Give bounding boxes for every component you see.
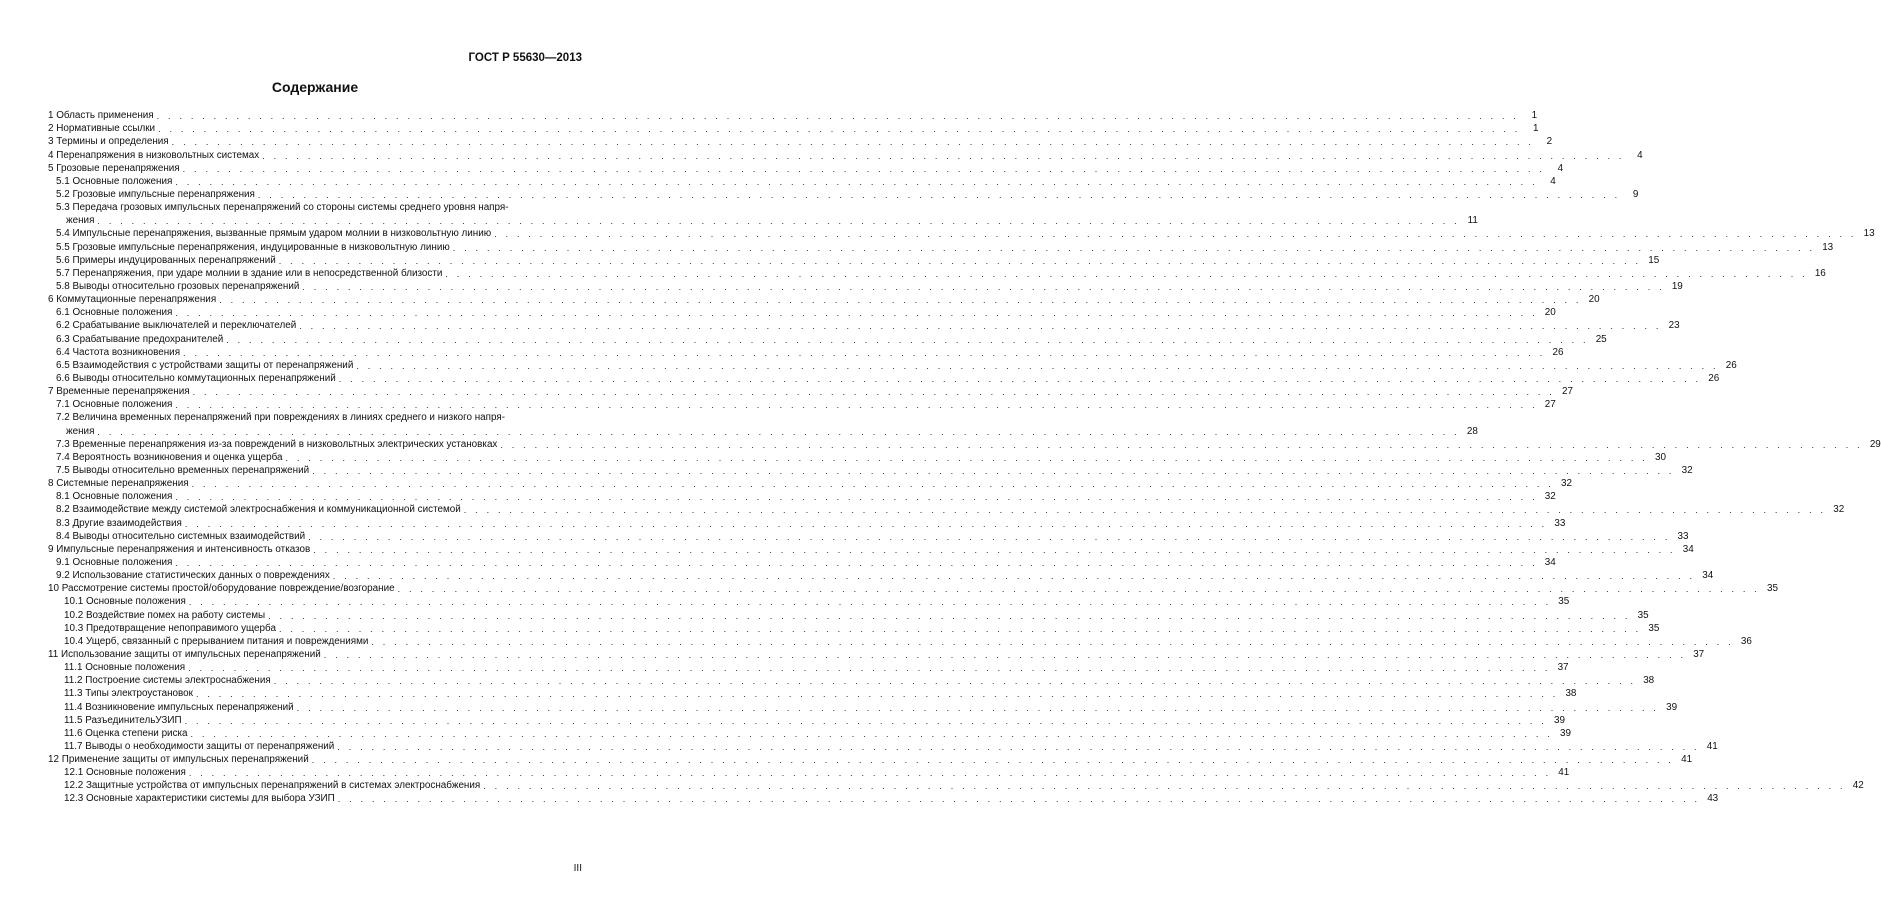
toc-dot-leader: . . . . . . . . . . . . . . . . . . . . . . . . . . . . . . . . . . . . . . . . . . . . . . . . . . . . . . . . . . . . . . . . . . . . . . . . . . . . . . . . . . . . . . . . . . . . . . . . . . . . . . . . . . . . . . . . . . . . . . . . [182, 163, 1546, 174]
toc-entry-title: 5.5 Грозовые импульсные перенапряжения, индуцированные в низковольтную линию [56, 241, 450, 253]
toc-entry-title: 5.1 Основные положения [56, 175, 173, 187]
toc-entry-page: 13 [1863, 228, 1875, 240]
toc-entry-title: 12 Применение защиты от импульсных перенапряжений [48, 754, 309, 766]
toc-entry [48, 556, 1556, 569]
toc-entry-page: 39 [1559, 727, 1571, 739]
toc-dot-leader: . . . . . . . . . . . . . . . . . . . . . . . . . . . . . . . . . . . . . . . . . . . . . . . . . . . . . . . . . . . . . . . . . . . . . . . . . . . . . . . . . . . . . . . . . . . . . . . . . . . . . . . . . . . . . . . . . . . . . . . . [262, 150, 1625, 161]
toc-entry-page: 27 [1562, 386, 1574, 398]
toc-entry [48, 490, 1556, 503]
toc-entry-page: 39 [1554, 714, 1565, 726]
toc-entry [48, 503, 1845, 516]
toc-entry [48, 608, 1649, 621]
toc-entry-page: 26 [1725, 359, 1737, 371]
toc-entry-page: 9 [1632, 188, 1639, 200]
toc-entry [48, 740, 1718, 753]
toc-entry [48, 779, 1864, 792]
toc-entry-page: 32 [1681, 464, 1693, 476]
toc-entry-title: 5.6 Примеры индуцированных перенапряжений [56, 254, 276, 266]
toc-entry-title: 9 Импульсные перенапряжения и интенсивность отказов [48, 543, 311, 555]
toc-dot-leader: . . . . . . . . . . . . . . . . . . . . . . . . . . . . . . . . . . . . . . . . . . . . . . . . . . . . . . . . . . . . . . . . . . . . . . . . . . . . . . . . . . . . . . . . . . . . . . . . . . . . . . . . . . . . . . . . . . . . . . . . [397, 584, 1761, 595]
toc-entry-title: 7.3 Временные перенапряжения из-за повреждений в низковольтных электрических установках [56, 438, 498, 450]
toc-entry-title: 10.2 Воздействие помех на работу системы [64, 609, 266, 621]
toc-dot-leader: . . . . . . . . . . . . . . . . . . . . . . . . . . . . . . . . . . . . . . . . . . . . . . . . . . . . . . . . . . . . . . . . . . . . . . . . . . . . . . . . . . . . . . . . . . . . . . . . . . . . . . . . . . . . . . . . . . . . . . . . [192, 387, 1556, 398]
toc-entry-page: 23 [1668, 320, 1680, 332]
toc-entry-page: 33 [1677, 530, 1689, 542]
toc-dot-leader: . . . . . . . . . . . . . . . . . . . . . . . . . . . . . . . . . . . . . . . . . . . . . . . . . . . . . . . . . . . . . . . . . . . . . . . . . . . . . . . . . . . . . . . . . . . . . . . . . . . . . . . . . . . . . . . . . . . . . . . . [278, 255, 1642, 266]
toc-entry-title: 5.8 Выводы относительно грозовых перенапряжений [56, 280, 300, 292]
toc-entry [48, 753, 1693, 766]
toc-entry-page: 32 [1544, 491, 1556, 503]
toc-dot-leader: . . . . . . . . . . . . . . . . . . . . . . . . . . . . . . . . . . . . . . . . . . . . . . . . . . . . . . . . . . . . . . . . . . . . . . . . . . . . . . . . . . . . . . . . . . . . . . . . . . . . . . . . . . . . . . . . . . . . . . . . [308, 531, 1671, 542]
toc-dot-leader: . . . . . . . . . . . . . . . . . . . . . . . . . . . . . . . . . . . . . . . . . . . . . . . . . . . . . . . . . . . . . . . . . . . . . . . . . . . . . . . . . . . . . . . . . . . . . . . . . . . . . . . . . . . . . . . . . . . . . . . . [323, 649, 1687, 660]
toc-dot-leader: . . . . . . . . . . . . . . . . . . . . . . . . . . . . . . . . . . . . . . . . . . . . . . . . . . . . . . . . . . . . . . . . . . . . . . . . . . . . . . . . . . . . . . . . . . . . . . . . . . . . . . . . . . . . . . . . . . . . . . . . [158, 124, 1521, 135]
toc-entry-page: 25 [1595, 333, 1607, 345]
toc-dot-leader: . . . . . . . . . . . . . . . . . . . . . . . . . . . . . . . . . . . . . . . . . . . . . . . . . . . . . . . . . . . . . . . . . . . . . . . . . . . . . . . . . . . . . . . . . . . . . . . . . . . . . . . . . . . . . . . . . . . . . . . . [184, 715, 1547, 726]
toc-dot-leader: . . . . . . . . . . . . . . . . . . . . . . . . . . . . . . . . . . . . . . . . . . . . . . . . . . . . . . . . . . . . . . . . . . . . . . . . . . . . . . . . . . . . . . . . . . . . . . . . . . . . . . . . . . . . . . . . . . . . . . . . [313, 544, 1676, 555]
toc-entry [48, 438, 1881, 451]
toc-entry-title: 11.3 Типы электроустановок [64, 688, 193, 700]
toc-dot-leader: . . . . . . . . . . . . . . . . . . . . . . . . . . . . . . . . . . . . . . . . . . . . . . . . . . . . . . . . . . . . . . . . . . . . . . . . . . . . . . . . . . . . . . . . . . . . . . . . . . . . . . . . . . . . . . . . . . . . . . . . [219, 295, 1582, 306]
toc-entry-title: 7.4 Вероятность возникновения и оценка ущерба [56, 451, 283, 463]
toc-entry-title: 11.7 Выводы о необходимости защиты от перенапряжений [64, 740, 335, 752]
toc-entry [48, 188, 1639, 201]
toc-entry [48, 464, 1693, 477]
toc-entry-page: 35 [1637, 609, 1649, 621]
toc-entry-page: 38 [1643, 675, 1655, 687]
toc-entry [48, 622, 1660, 635]
toc-entry-title: 3 Термины и определения [48, 136, 169, 148]
toc-entry [48, 477, 1572, 490]
toc-dot-leader: . . . . . . . . . . . . . . . . . . . . . . . . . . . . . . . . . . . . . . . . . . . . . . . . . . . . . . . . . . . . . . . . . . . . . . . . . . . . . . . . . . . . . . . . . . . . . . . . . . . . . . . . . . . . . . . . . . . . . . . . [483, 781, 1846, 792]
toc-entry [48, 516, 1566, 529]
toc-entry [48, 372, 1720, 385]
toc-entry-title: 11.6 Оценка степени риска [64, 727, 188, 739]
toc-entry-title: 5.2 Грозовые импульсные перенапряжения [56, 188, 255, 200]
toc-entry [48, 254, 1660, 267]
toc-entry-title-continuation: жения [66, 425, 95, 437]
toc-entry [48, 582, 1779, 595]
toc-entry-title: 9.2 Использование статистических данных о повреждениях [56, 570, 330, 582]
toc-entry [48, 700, 1678, 713]
toc-entry [48, 687, 1577, 700]
toc-entry [48, 766, 1570, 779]
toc-entry [48, 122, 1539, 135]
toc-entry-page: 34 [1682, 543, 1694, 555]
toc-entry [48, 293, 1600, 306]
toc-entry [48, 661, 1569, 674]
toc-entry-title: 2 Нормативные ссылки [48, 123, 156, 135]
table-of-contents [48, 109, 1881, 805]
toc-dot-leader: . . . . . . . . . . . . . . . . . . . . . . . . . . . . . . . . . . . . . . . . . . . . . . . . . . . . . . . . . . . . . . . . . . . . . . . . . . . . . . . . . . . . . . . . . . . . . . . . . . . . . . . . . . . . . . . . . . . . . . . . [299, 321, 1662, 332]
toc-dot-leader: . . . . . . . . . . . . . . . . . . . . . . . . . . . . . . . . . . . . . . . . . . . . . . . . . . . . . . . . . . . . . . . . . . . . . . . . . . . . . . . . . . . . . . . . . . . . . . . . . . . . . . . . . . . . . . . . . . . . . . . . [337, 741, 1700, 752]
toc-entry-page: 1 [1532, 123, 1539, 135]
toc-dot-leader: . . . . . . . . . . . . . . . . . . . . . . . . . . . . . . . . . . . . . . . . . . . . . . . . . . . . . . . . . . . . . . . . . . . . . . . . . . . . . . . . . . . . . . . . . . . . . . . . . . . . . . . . . . . . . . . . . . . . . . . . [97, 216, 1460, 227]
toc-dot-leader: . . . . . . . . . . . . . . . . . . . . . . . . . . . . . . . . . . . . . . . . . . . . . . . . . . . . . . . . . . . . . . . . . . . . . . . . . . . . . . . . . . . . . . . . . . . . . . . . . . . . . . . . . . . . . . . . . . . . . . . . [296, 702, 1660, 713]
toc-entry-title: 6.2 Срабатывание выключателей и переключателей [56, 320, 297, 332]
toc-entry-page: 43 [1707, 793, 1719, 805]
toc-entry-page: 16 [1814, 267, 1826, 279]
toc-entry [48, 727, 1571, 740]
toc-entry-title: 11.1 Основные положения [64, 662, 186, 674]
toc-entry-page: 20 [1588, 294, 1600, 306]
toc-entry [48, 530, 1689, 543]
toc-entry [48, 543, 1694, 556]
toc-entry-title: 6.3 Срабатывание предохранителей [56, 333, 224, 345]
toc-entry-title: 8.4 Выводы относительно системных взаимодействий [56, 530, 306, 542]
toc-entry-page: 32 [1561, 478, 1572, 490]
toc-entry-page: 2 [1546, 136, 1553, 148]
toc-entry [48, 319, 1680, 332]
toc-entry-title: 11 Использование защиты от импульсных перенапряжений [48, 648, 321, 660]
toc-entry-title: 5.3 Передача грозовых импульсных перенапряжений со стороны системы среднего уровня напря- [56, 202, 509, 214]
toc-entry [48, 280, 1683, 293]
toc-entry-page: 28 [1466, 425, 1478, 437]
toc-dot-leader: . . . . . . . . . . . . . . . . . . . . . . . . . . . . . . . . . . . . . . . . . . . . . . . . . . . . . . . . . . . . . . . . . . . . . . . . . . . . . . . . . . . . . . . . . . . . . . . . . . . . . . . . . . . . . . . . . . . . . . . . [371, 636, 1734, 647]
toc-entry [48, 451, 1666, 464]
toc-entry [48, 635, 1752, 648]
toc-entry-title: 11.2 Построение системы электроснабжения [64, 675, 271, 687]
toc-dot-leader: . . . . . . . . . . . . . . . . . . . . . . . . . . . . . . . . . . . . . . . . . . . . . . . . . . . . . . . . . . . . . . . . . . . . . . . . . . . . . . . . . . . . . . . . . . . . . . . . . . . . . . . . . . . . . . . . . . . . . . . . [156, 111, 1520, 122]
toc-entry-page: 19 [1671, 280, 1683, 292]
toc-entry-page: 26 [1708, 372, 1720, 384]
toc-dot-leader: . . . . . . . . . . . . . . . . . . . . . . . . . . . . . . . . . . . . . . . . . . . . . . . . . . . . . . . . . . . . . . . . . . . . . . . . . . . . . . . . . . . . . . . . . . . . . . . . . . . . . . . . . . . . . . . . . . . . . . . . [175, 176, 1538, 187]
toc-entry-page: 37 [1557, 662, 1569, 674]
toc-entry [48, 648, 1705, 661]
toc-entry [48, 595, 1570, 608]
toc-entry-page: 27 [1544, 399, 1556, 411]
toc-entry-page: 36 [1740, 635, 1752, 647]
toc-entry-page: 41 [1681, 754, 1693, 766]
toc-entry-page: 35 [1648, 622, 1660, 634]
toc-entry-title: 9.1 Основные положения [56, 556, 173, 568]
toc-dot-leader: . . . . . . . . . . . . . . . . . . . . . . . . . . . . . . . . . . . . . . . . . . . . . . . . . . . . . . . . . . . . . . . . . . . . . . . . . . . . . . . . . . . . . . . . . . . . . . . . . . . . . . . . . . . . . . . . . . . . . . . . [311, 755, 1675, 766]
toc-entry [48, 109, 1538, 122]
toc-entry-page: 35 [1558, 596, 1570, 608]
toc-entry-page: 26 [1552, 346, 1564, 358]
toc-entry-title: 7.2 Величина временных перенапряжений при повреждениях в линиях среднего и низкого напря- [56, 412, 506, 424]
toc-entry-title: 6.4 Частота возникновения [56, 346, 181, 358]
toc-entry-title: 5 Грозовые перенапряжения [48, 162, 180, 174]
toc-entry-title: 5.4 Импульсные перенапряжения, вызванные прямым ударом молнии в низковольтную линию [56, 228, 492, 240]
toc-entry-title: 12.2 Защитные устройства от импульсных перенапряжений в системах электроснабжения [64, 780, 481, 792]
toc-entry [48, 398, 1556, 411]
toc-dot-leader: . . . . . . . . . . . . . . . . . . . . . . . . . . . . . . . . . . . . . . . . . . . . . . . . . . . . . . . . . . . . . . . . . . . . . . . . . . . . . . . . . . . . . . . . . . . . . . . . . . . . . . . . . . . . . . . . . . . . . . . . [196, 689, 1559, 700]
toc-entry-page: 33 [1554, 517, 1566, 529]
toc-entry-title: 7.1 Основные положения [56, 399, 173, 411]
toc-entry [48, 385, 1574, 398]
toc-dot-leader: . . . . . . . . . . . . . . . . . . . . . . . . . . . . . . . . . . . . . . . . . . . . . . . . . . . . . . . . . . . . . . . . . . . . . . . . . . . . . . . . . . . . . . . . . . . . . . . . . . . . . . . . . . . . . . . . . . . . . . . . [171, 137, 1535, 148]
toc-dot-leader: . . . . . . . . . . . . . . . . . . . . . . . . . . . . . . . . . . . . . . . . . . . . . . . . . . . . . . . . . . . . . . . . . . . . . . . . . . . . . . . . . . . . . . . . . . . . . . . . . . . . . . . . . . . . . . . . . . . . . . . . [97, 426, 1460, 437]
toc-entry-title: 8.3 Другие взаимодействия [56, 517, 182, 529]
toc-dot-leader: . . . . . . . . . . . . . . . . . . . . . . . . . . . . . . . . . . . . . . . . . . . . . . . . . . . . . . . . . . . . . . . . . . . . . . . . . . . . . . . . . . . . . . . . . . . . . . . . . . . . . . . . . . . . . . . . . . . . . . . . [338, 373, 1702, 384]
toc-dot-leader: . . . . . . . . . . . . . . . . . . . . . . . . . . . . . . . . . . . . . . . . . . . . . . . . . . . . . . . . . . . . . . . . . . . . . . . . . . . . . . . . . . . . . . . . . . . . . . . . . . . . . . . . . . . . . . . . . . . . . . . . [494, 229, 1857, 240]
toc-entry-page: 15 [1648, 254, 1660, 266]
toc-entry-title: 6 Коммутационные перенапряжения [48, 294, 217, 306]
toc-dot-leader: . . . . . . . . . . . . . . . . . . . . . . . . . . . . . . . . . . . . . . . . . . . . . . . . . . . . . . . . . . . . . . . . . . . . . . . . . . . . . . . . . . . . . . . . . . . . . . . . . . . . . . . . . . . . . . . . . . . . . . . . [268, 610, 1631, 621]
toc-dot-leader: . . . . . . . . . . . . . . . . . . . . . . . . . . . . . . . . . . . . . . . . . . . . . . . . . . . . . . . . . . . . . . . . . . . . . . . . . . . . . . . . . . . . . . . . . . . . . . . . . . . . . . . . . . . . . . . . . . . . . . . . [190, 728, 1553, 739]
toc-entry-page: 4 [1550, 175, 1556, 187]
toc-entry-title: 8.1 Основные положения [56, 491, 173, 503]
toc-entry-title: 5.7 Перенапряжения, при ударе молнии в здание или в непосредственной близости [56, 267, 443, 279]
toc-dot-leader: . . . . . . . . . . . . . . . . . . . . . . . . . . . . . . . . . . . . . . . . . . . . . . . . . . . . . . . . . . . . . . . . . . . . . . . . . . . . . . . . . . . . . . . . . . . . . . . . . . . . . . . . . . . . . . . . . . . . . . . . [183, 347, 1546, 358]
toc-entry-title: 10.1 Основные положения [64, 596, 186, 608]
toc-entry [48, 227, 1875, 240]
toc-entry-title: 11.5 РазъединительУЗИП [64, 714, 182, 726]
page-number: III [573, 863, 582, 874]
toc-title: Содержание [271, 79, 359, 95]
toc-entry-title: 12.3 Основные характеристики системы для выбора УЗИП [64, 793, 335, 805]
toc-entry-page: 37 [1693, 648, 1705, 660]
toc-entry-page: 20 [1544, 307, 1556, 319]
toc-dot-leader: . . . . . . . . . . . . . . . . . . . . . . . . . . . . . . . . . . . . . . . . . . . . . . . . . . . . . . . . . . . . . . . . . . . . . . . . . . . . . . . . . . . . . . . . . . . . . . . . . . . . . . . . . . . . . . . . . . . . . . . . [302, 281, 1665, 292]
document-code: ГОСТ Р 55630—2013 [468, 52, 582, 64]
toc-dot-leader: . . . . . . . . . . . . . . . . . . . . . . . . . . . . . . . . . . . . . . . . . . . . . . . . . . . . . . . . . . . . . . . . . . . . . . . . . . . . . . . . . . . . . . . . . . . . . . . . . . . . . . . . . . . . . . . . . . . . . . . . [175, 492, 1538, 503]
toc-entry-title: 8 Системные перенапряжения [48, 478, 189, 490]
toc-entry-title: 7 Временные перенапряжения [48, 386, 190, 398]
toc-dot-leader: . . . . . . . . . . . . . . . . . . . . . . . . . . . . . . . . . . . . . . . . . . . . . . . . . . . . . . . . . . . . . . . . . . . . . . . . . . . . . . . . . . . . . . . . . . . . . . . . . . . . . . . . . . . . . . . . . . . . . . . . [312, 465, 1675, 476]
toc-dot-leader: . . . . . . . . . . . . . . . . . . . . . . . . . . . . . . . . . . . . . . . . . . . . . . . . . . . . . . . . . . . . . . . . . . . . . . . . . . . . . . . . . . . . . . . . . . . . . . . . . . . . . . . . . . . . . . . . . . . . . . . . [184, 518, 1548, 529]
toc-entry [48, 135, 1553, 148]
toc-dot-leader: . . . . . . . . . . . . . . . . . . . . . . . . . . . . . . . . . . . . . . . . . . . . . . . . . . . . . . . . . . . . . . . . . . . . . . . . . . . . . . . . . . . . . . . . . . . . . . . . . . . . . . . . . . . . . . . . . . . . . . . . [188, 597, 1552, 608]
toc-entry-page: 39 [1666, 701, 1678, 713]
toc-entry [48, 332, 1607, 345]
toc-entry-title: 4 Перенапряжения в низковольтных системах [48, 149, 260, 161]
toc-entry-title: 11.4 Возникновение импульсных перенапряжений [64, 701, 294, 713]
toc-entry [48, 162, 1564, 175]
toc-entry-page: 38 [1565, 688, 1577, 700]
toc-entry-page: 42 [1852, 780, 1864, 792]
toc-entry-title: 7.5 Выводы относительно временных перенапряжений [56, 464, 310, 476]
toc-dot-leader: . . . . . . . . . . . . . . . . . . . . . . . . . . . . . . . . . . . . . . . . . . . . . . . . . . . . . . . . . . . . . . . . . . . . . . . . . . . . . . . . . . . . . . . . . . . . . . . . . . . . . . . . . . . . . . . . . . . . . . . . [452, 242, 1816, 253]
toc-entry-title: 8.2 Взаимодействие между системой электроснабжения и коммуникационной системой [56, 504, 461, 516]
toc-entry-page: 13 [1822, 241, 1834, 253]
toc-entry [48, 240, 1834, 253]
toc-entry [48, 569, 1714, 582]
toc-dot-leader: . . . . . . . . . . . . . . . . . . . . . . . . . . . . . . . . . . . . . . . . . . . . . . . . . . . . . . . . . . . . . . . . . . . . . . . . . . . . . . . . . . . . . . . . . . . . . . . . . . . . . . . . . . . . . . . . . . . . . . . . [356, 360, 1719, 371]
toc-entry [48, 201, 1478, 227]
toc-entry-page: 30 [1654, 451, 1666, 463]
toc-entry-title-continuation: жения [66, 215, 95, 227]
toc-entry [48, 148, 1643, 161]
toc-dot-leader: . . . . . . . . . . . . . . . . . . . . . . . . . . . . . . . . . . . . . . . . . . . . . . . . . . . . . . . . . . . . . . . . . . . . . . . . . . . . . . . . . . . . . . . . . . . . . . . . . . . . . . . . . . . . . . . . . . . . . . . . [175, 400, 1538, 411]
toc-entry-page: 32 [1833, 504, 1845, 516]
toc-entry [48, 346, 1564, 359]
toc-entry-title: 6.6 Выводы относительно коммутационных перенапряжений [56, 372, 336, 384]
toc-entry-page: 41 [1706, 740, 1718, 752]
toc-entry-page: 29 [1869, 438, 1881, 450]
toc-dot-leader: . . . . . . . . . . . . . . . . . . . . . . . . . . . . . . . . . . . . . . . . . . . . . . . . . . . . . . . . . . . . . . . . . . . . . . . . . . . . . . . . . . . . . . . . . . . . . . . . . . . . . . . . . . . . . . . . . . . . . . . . [500, 439, 1863, 450]
toc-entry [48, 792, 1719, 805]
toc-entry [48, 306, 1556, 319]
toc-entry-page: 11 [1467, 215, 1478, 227]
toc-dot-leader: . . . . . . . . . . . . . . . . . . . . . . . . . . . . . . . . . . . . . . . . . . . . . . . . . . . . . . . . . . . . . . . . . . . . . . . . . . . . . . . . . . . . . . . . . . . . . . . . . . . . . . . . . . . . . . . . . . . . . . . . [175, 557, 1538, 568]
toc-entry [48, 175, 1556, 188]
toc-entry-page: 4 [1637, 149, 1643, 161]
toc-entry [48, 714, 1565, 727]
toc-dot-leader: . . . . . . . . . . . . . . . . . . . . . . . . . . . . . . . . . . . . . . . . . . . . . . . . . . . . . . . . . . . . . . . . . . . . . . . . . . . . . . . . . . . . . . . . . . . . . . . . . . . . . . . . . . . . . . . . . . . . . . . . [332, 571, 1696, 582]
toc-dot-leader: . . . . . . . . . . . . . . . . . . . . . . . . . . . . . . . . . . . . . . . . . . . . . . . . . . . . . . . . . . . . . . . . . . . . . . . . . . . . . . . . . . . . . . . . . . . . . . . . . . . . . . . . . . . . . . . . . . . . . . . . [463, 505, 1827, 516]
toc-entry-title: 10.4 Ущерб, связанный с прерыванием питания и повреждениями [64, 635, 369, 647]
toc-entry [48, 411, 1478, 437]
toc-entry-page: 34 [1702, 570, 1714, 582]
toc-dot-leader: . . . . . . . . . . . . . . . . . . . . . . . . . . . . . . . . . . . . . . . . . . . . . . . . . . . . . . . . . . . . . . . . . . . . . . . . . . . . . . . . . . . . . . . . . . . . . . . . . . . . . . . . . . . . . . . . . . . . . . . . [188, 663, 1551, 674]
toc-entry-title: 6.1 Основные положения [56, 307, 173, 319]
toc-entry-page: 1 [1531, 110, 1538, 122]
toc-entry-page: 35 [1767, 583, 1779, 595]
toc-dot-leader: . . . . . . . . . . . . . . . . . . . . . . . . . . . . . . . . . . . . . . . . . . . . . . . . . . . . . . . . . . . . . . . . . . . . . . . . . . . . . . . . . . . . . . . . . . . . . . . . . . . . . . . . . . . . . . . . . . . . . . . . [257, 189, 1621, 200]
toc-dot-leader: . . . . . . . . . . . . . . . . . . . . . . . . . . . . . . . . . . . . . . . . . . . . . . . . . . . . . . . . . . . . . . . . . . . . . . . . . . . . . . . . . . . . . . . . . . . . . . . . . . . . . . . . . . . . . . . . . . . . . . . . [175, 308, 1538, 319]
toc-dot-leader: . . . . . . . . . . . . . . . . . . . . . . . . . . . . . . . . . . . . . . . . . . . . . . . . . . . . . . . . . . . . . . . . . . . . . . . . . . . . . . . . . . . . . . . . . . . . . . . . . . . . . . . . . . . . . . . . . . . . . . . . [188, 768, 1552, 779]
toc-dot-leader: . . . . . . . . . . . . . . . . . . . . . . . . . . . . . . . . . . . . . . . . . . . . . . . . . . . . . . . . . . . . . . . . . . . . . . . . . . . . . . . . . . . . . . . . . . . . . . . . . . . . . . . . . . . . . . . . . . . . . . . . [278, 623, 1642, 634]
toc-entry-page: 4 [1557, 162, 1564, 174]
toc-entry-title: 6.5 Взаимодействия с устройствами защиты от перенапряжений [56, 359, 354, 371]
toc-entry-title: 1 Область применения [48, 110, 154, 122]
toc-entry-title: 10 Рассмотрение системы простой/оборудование повреждение/возгорание [48, 583, 395, 595]
toc-entry [48, 267, 1826, 280]
toc-entry-title: 12.1 Основные положения [64, 767, 186, 779]
toc-dot-leader: . . . . . . . . . . . . . . . . . . . . . . . . . . . . . . . . . . . . . . . . . . . . . . . . . . . . . . . . . . . . . . . . . . . . . . . . . . . . . . . . . . . . . . . . . . . . . . . . . . . . . . . . . . . . . . . . . . . . . . . . [273, 676, 1637, 687]
toc-entry [48, 674, 1655, 687]
toc-entry-page: 41 [1558, 767, 1570, 779]
toc-dot-leader: . . . . . . . . . . . . . . . . . . . . . . . . . . . . . . . . . . . . . . . . . . . . . . . . . . . . . . . . . . . . . . . . . . . . . . . . . . . . . . . . . . . . . . . . . . . . . . . . . . . . . . . . . . . . . . . . . . . . . . . . [226, 334, 1589, 345]
toc-dot-leader: . . . . . . . . . . . . . . . . . . . . . . . . . . . . . . . . . . . . . . . . . . . . . . . . . . . . . . . . . . . . . . . . . . . . . . . . . . . . . . . . . . . . . . . . . . . . . . . . . . . . . . . . . . . . . . . . . . . . . . . . [445, 268, 1808, 279]
toc-entry-title: 10.3 Предотвращение непоправимого ущерба [64, 622, 276, 634]
toc-dot-leader: . . . . . . . . . . . . . . . . . . . . . . . . . . . . . . . . . . . . . . . . . . . . . . . . . . . . . . . . . . . . . . . . . . . . . . . . . . . . . . . . . . . . . . . . . . . . . . . . . . . . . . . . . . . . . . . . . . . . . . . . [337, 794, 1701, 805]
toc-dot-leader: . . . . . . . . . . . . . . . . . . . . . . . . . . . . . . . . . . . . . . . . . . . . . . . . . . . . . . . . . . . . . . . . . . . . . . . . . . . . . . . . . . . . . . . . . . . . . . . . . . . . . . . . . . . . . . . . . . . . . . . . [285, 452, 1648, 463]
toc-entry-page: 34 [1544, 556, 1556, 568]
toc-entry [48, 359, 1737, 372]
toc-dot-leader: . . . . . . . . . . . . . . . . . . . . . . . . . . . . . . . . . . . . . . . . . . . . . . . . . . . . . . . . . . . . . . . . . . . . . . . . . . . . . . . . . . . . . . . . . . . . . . . . . . . . . . . . . . . . . . . . . . . . . . . . [191, 479, 1554, 490]
